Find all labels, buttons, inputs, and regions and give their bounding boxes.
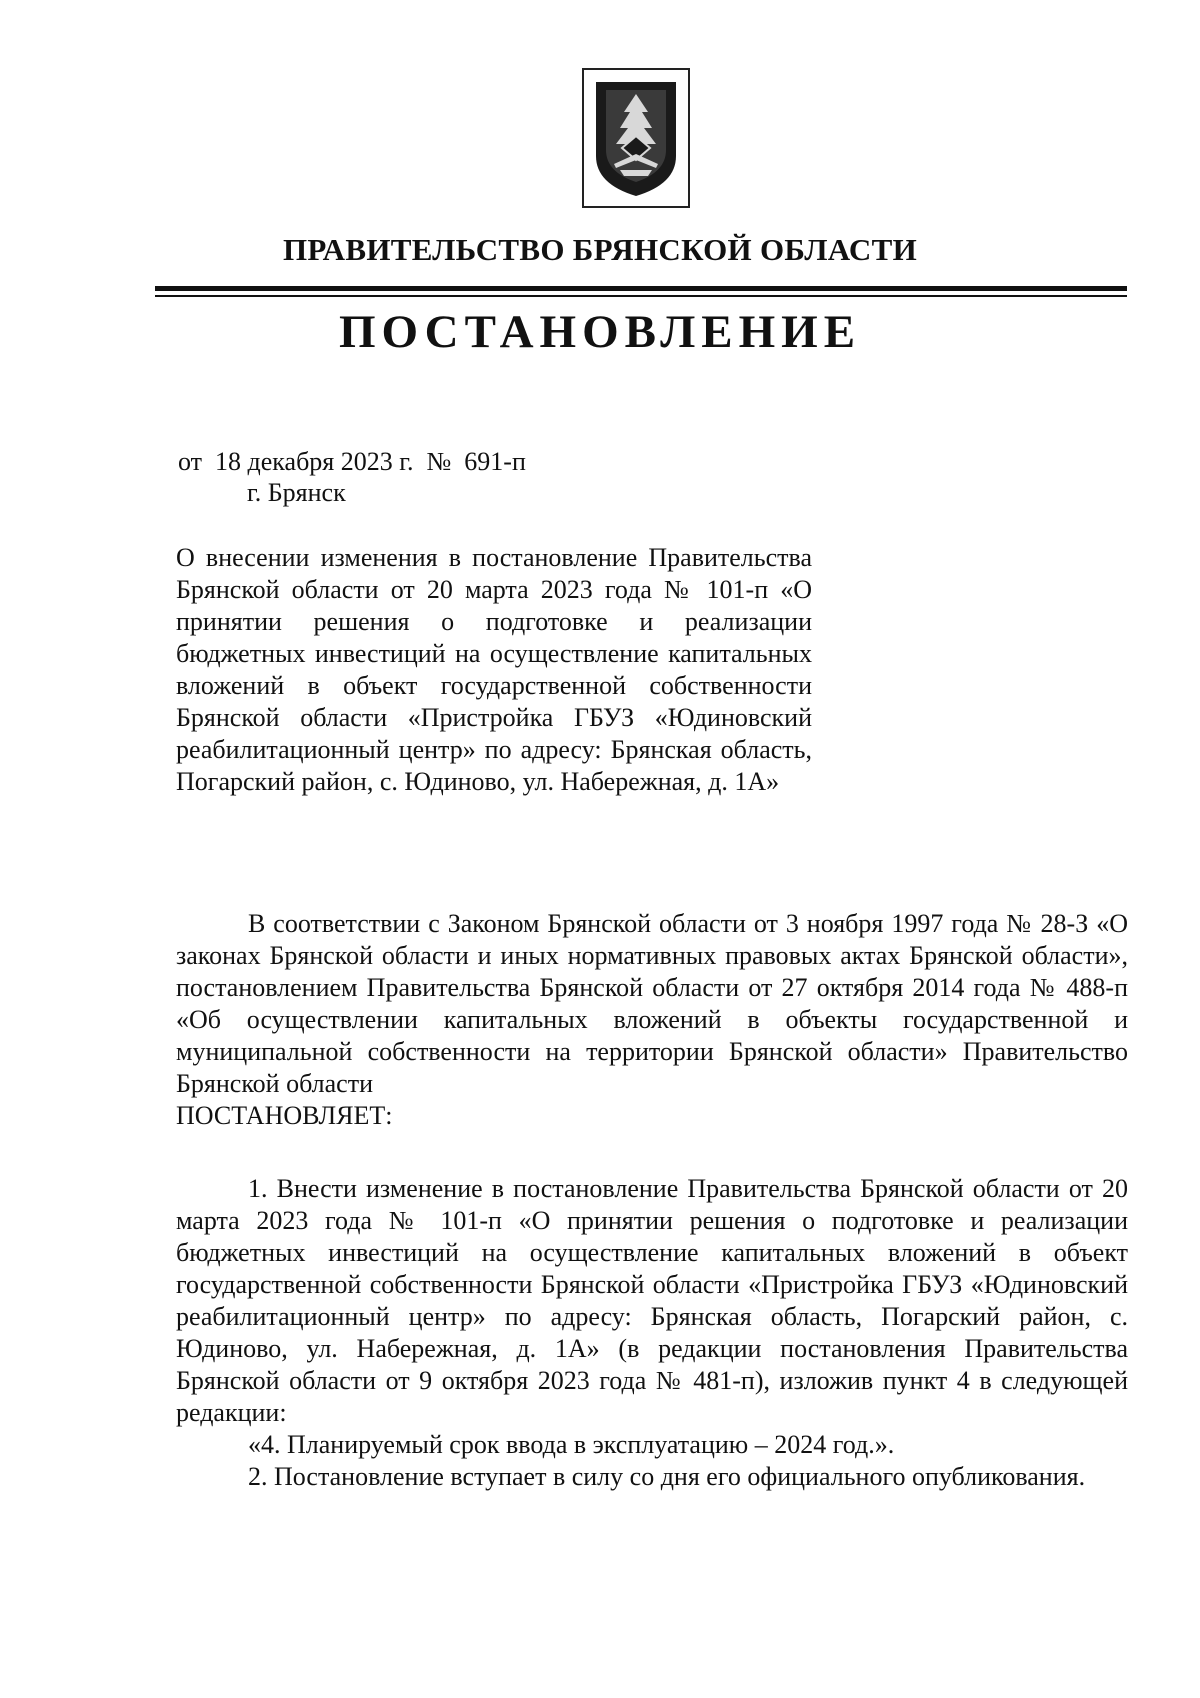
- operative-block: [176, 1173, 1128, 1493]
- city-line: г. Брянск: [247, 478, 346, 507]
- item-1-new-wording: «4. Планируемый срок ввода в эксплуатацию – 2024 год.».: [248, 1430, 895, 1459]
- header-divider-thick: [155, 286, 1127, 291]
- item-1: 1. Внести изменение в постановление Правительства Брянской области от 20 марта 2023 года № 101-п «О принятии решения о подготовке и реализации бюджетных инвестиций на осуществление капитальных вложений в объект государственной собственности Брянской области «Пристройка ГБУЗ «Юдиновский реабилитационный центр» по адресу: Брянская область, Погарский район, с. Юдиново, ул. Набережная, д. 1А» (в редакции постановления Правительства Брянской области от 9 октября 2023 года № 481-п), изложив пункт 4 в следующей редакции:: [176, 1174, 1128, 1427]
- date-number-line: от 18 декабря 2023 г. № 691-п: [178, 447, 526, 476]
- preamble-paragraph: В соответствии с Законом Брянской области от 3 ноября 1997 года № 28-З «О законах Брянской области и иных нормативных правовых актах Брянской области», постановлением Правительства Брянской области от 27 октября 2014 года № 488-п «Об осуществлении капитальных вложений в объекты государственной и муниципальной собственности на территории Брянской области» Правительство Брянской области: [176, 909, 1128, 1098]
- subject-heading: О внесении изменения в постановление Правительства Брянской области от 20 марта 2023 года № 101-п «О принятии решения о подготовке и реализации бюджетных инвестиций на осуществление капитальных вложений в объект государственной собственности Брянской области «Пристройка ГБУЗ «Юдиновский реабилитационный центр» по адресу: Брянская область, Погарский район, с. Юдиново, ул. Набережная, д. 1А»: [176, 543, 812, 796]
- document-type-title: ПОСТАНОВЛЕНИЕ: [338, 306, 862, 358]
- resolves-word: ПОСТАНОВЛЯЕТ:: [176, 1101, 393, 1130]
- header-divider-thin: [155, 295, 1127, 297]
- item-2: 2. Постановление вступает в силу со дня его официального опубликования.: [248, 1462, 1086, 1491]
- government-title: ПРАВИТЕЛЬСТВО БРЯНСКОЙ ОБЛАСТИ: [282, 232, 918, 267]
- preamble-block: [176, 908, 1128, 1132]
- coat-of-arms-icon: [582, 68, 690, 208]
